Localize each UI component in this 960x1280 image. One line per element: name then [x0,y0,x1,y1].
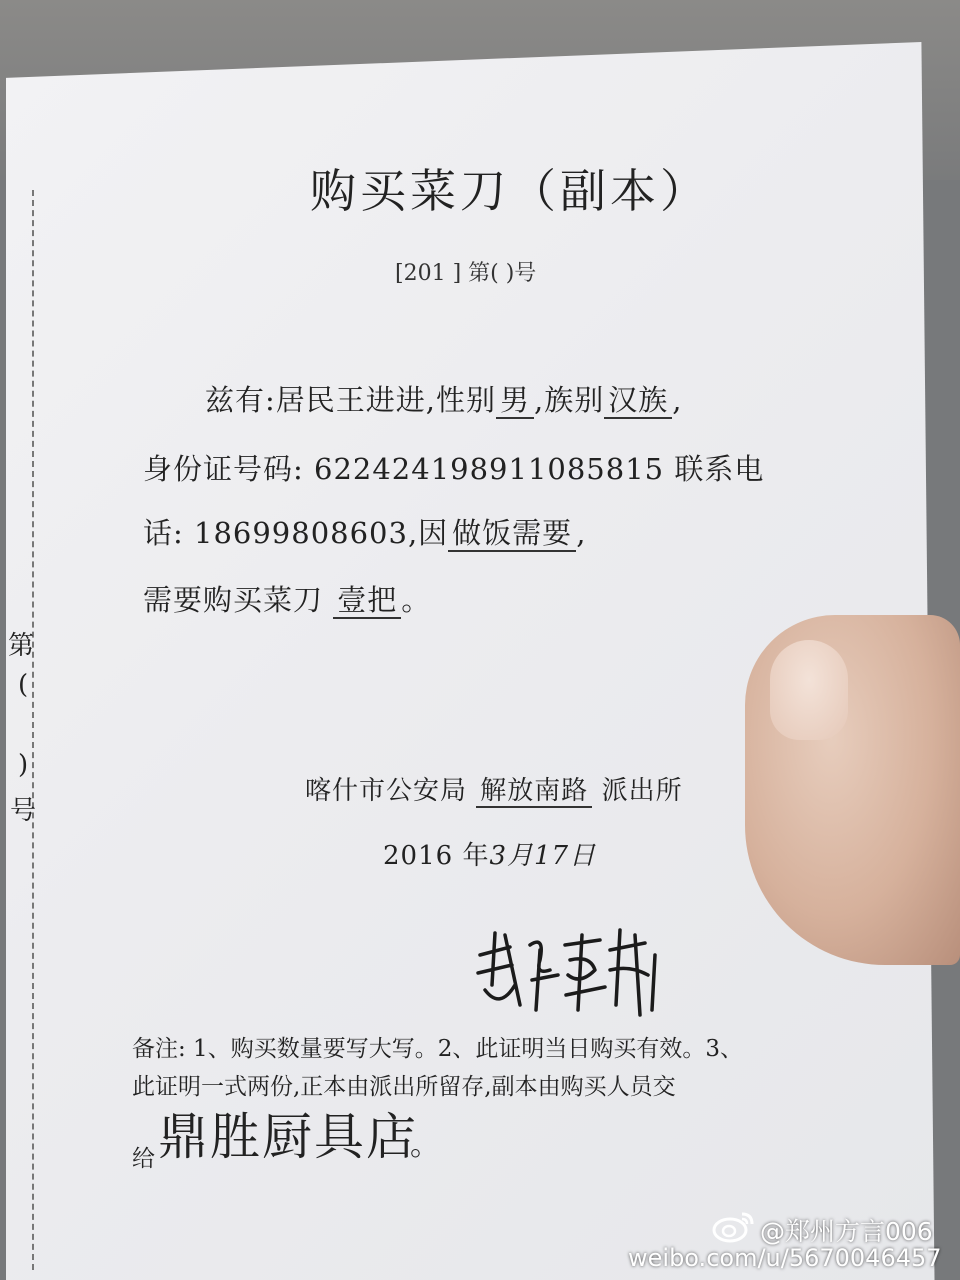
date-month-day: 3月17日 [489,841,597,871]
line1-end: , [672,383,683,417]
line4-end: 。 [401,583,432,617]
station-name: 解放南路 [476,776,592,808]
date-year: 2016 [383,841,454,871]
body-line-2: 身份证号码: 622424198911085815 联系电 [143,452,765,486]
date-nian: 年 [462,841,490,871]
body-line-4 [143,578,431,619]
issuer-line [305,770,683,807]
document-title: 购买菜刀（副本） [310,164,710,218]
serial-number: [201 ] 第( )号 [395,261,537,286]
line1-mid: ,族别 [534,383,605,417]
notes-line-2: 此证明一式两份,正本由派出所留存,副本由购买人员交 [132,1074,676,1100]
line3-end: , [576,516,587,550]
thumb-nail [770,640,848,740]
stub-di: 第 [8,631,35,661]
notes-line-3-prefix: 给 [132,1146,155,1172]
notes-line-3-end: 。 [410,1128,440,1163]
issuer-prefix: 喀什市公安局 [305,776,468,806]
stub-hao: 号 [10,796,37,826]
body-line-3 [143,511,586,552]
handwritten-signature [470,915,670,1025]
notes-line-1: 备注: 1、购买数量要写大写。2、此证明当日购买有效。3、 [132,1036,743,1062]
line3-prefix: 话: 18699808603,因 [143,516,449,550]
perforation-line [32,190,34,1270]
date-line [383,835,596,872]
stub-paren-close: ) [18,750,29,780]
body-line-1 [205,378,682,419]
shop-stamp: 鼎胜厨具店 [158,1108,418,1166]
watermark-url: weibo.com/u/5670046457 [628,1244,942,1272]
quantity-value: 壹把 [333,583,401,619]
issuer-suffix: 派出所 [601,776,683,806]
ethnicity-value: 汉族 [604,383,672,419]
reason-value: 做饭需要 [448,516,576,552]
weibo-icon [712,1208,756,1244]
stub-paren-open: ( [18,670,29,700]
watermark-account: @郑州方言006 [760,1217,933,1246]
line4-prefix: 需要购买菜刀 [143,583,324,617]
line1-prefix: 兹有:居民王进进,性别 [205,383,496,417]
gender-value: 男 [496,383,534,419]
